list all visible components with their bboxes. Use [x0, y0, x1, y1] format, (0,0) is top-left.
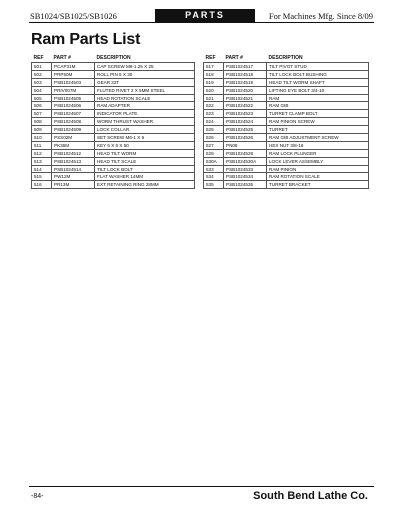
part-number-cell: PSB1024533 — [224, 165, 267, 173]
table-row — [204, 149, 369, 157]
description-cell: INDICATOR PLATE — [95, 110, 195, 118]
description-cell: HEAD TILT SCALE — [95, 157, 195, 165]
part-number-cell: PSB1024518 — [224, 70, 267, 78]
part-number-cell: PSB1024534 — [224, 173, 267, 181]
description-cell: LOCK COLLAR — [95, 126, 195, 134]
ref-cell: 511 — [32, 141, 52, 149]
parts-table-left-body — [32, 63, 195, 189]
description-cell: TILT LOCK BOLT BUSHING — [267, 70, 369, 78]
description-cell: HEX NUT 3/8-16 — [267, 141, 369, 149]
ref-cell: 520 — [204, 86, 224, 94]
ref-cell: 525 — [204, 126, 224, 134]
part-number-cell: PSB1024505 — [52, 94, 95, 102]
ref-cell: 533 — [204, 165, 224, 173]
table-row — [32, 63, 195, 71]
description-cell: HEAD TILT WORM SHAFT — [267, 78, 369, 86]
description-cell: CAP SCREW M8-1.25 X 25 — [95, 63, 195, 71]
description-cell: RAM — [267, 94, 369, 102]
description-cell: TILT PIVOT STUD — [267, 63, 369, 71]
table-row — [204, 118, 369, 126]
part-number-cell: PSB1024528 — [224, 149, 267, 157]
description-cell: RAM PINION — [267, 165, 369, 173]
description-cell: LIFTING EYE BOLT 3/4-10 — [267, 86, 369, 94]
table-row — [204, 110, 369, 118]
table-row — [204, 102, 369, 110]
ref-cell: 528 — [204, 149, 224, 157]
table-row — [32, 165, 195, 173]
ref-cell: 524 — [204, 118, 224, 126]
table-row — [204, 94, 369, 102]
column-header-part: PART # — [53, 54, 71, 61]
table-row — [204, 165, 369, 173]
description-cell: WORM THRUST WASHER — [95, 118, 195, 126]
table-row — [32, 149, 195, 157]
description-cell: FLUTED RIVET 2 X 5MM STEEL — [95, 86, 195, 94]
table-row — [32, 118, 195, 126]
footer-divider — [29, 486, 374, 487]
part-number-cell: PRP50M — [52, 70, 95, 78]
section-label: PARTS — [155, 9, 255, 22]
table-row — [32, 141, 195, 149]
part-number-cell: PSB1024520 — [224, 86, 267, 94]
ref-cell: 526 — [204, 134, 224, 142]
ref-cell: 508 — [32, 118, 52, 126]
table-row — [32, 78, 195, 86]
ref-cell: 534 — [204, 173, 224, 181]
table-header-row — [204, 54, 369, 63]
table-row — [204, 181, 369, 189]
header-divider — [29, 22, 374, 23]
part-number-cell: PSB1024517 — [224, 63, 267, 71]
ref-cell: 510 — [32, 134, 52, 142]
part-number-cell: PR13M — [52, 181, 95, 189]
ref-cell: 527 — [204, 141, 224, 149]
part-number-cell: PSB1024521 — [224, 94, 267, 102]
table-row — [204, 78, 369, 86]
description-cell: TURRET BRACKET — [267, 181, 369, 189]
table-row — [204, 157, 369, 165]
ref-cell: 513 — [32, 157, 52, 165]
ref-cell: 521 — [204, 94, 224, 102]
part-number-cell: PSB1024526 — [224, 134, 267, 142]
part-number-cell: PSS02M — [52, 134, 95, 142]
manufacture-date-tagline: For Machines Mfg. Since 8/09 — [268, 11, 373, 21]
brand-logo: South Bend Lathe Co. — [253, 490, 368, 502]
description-cell: TURRET — [267, 126, 369, 134]
description-cell: EXT RETAINING RING 28MM — [95, 181, 195, 189]
table-row — [32, 181, 195, 189]
part-number-cell: PSB1024506 — [52, 102, 95, 110]
part-number-cell: PK36M — [52, 141, 95, 149]
part-number-cell: PN08 — [224, 141, 267, 149]
ref-cell: 505 — [32, 94, 52, 102]
table-row — [32, 134, 195, 142]
ref-cell: 516 — [32, 181, 52, 189]
ref-cell: 502 — [32, 70, 52, 78]
part-number-cell: PSB1024503 — [52, 78, 95, 86]
description-cell: HEAD ROTATION SCALE — [95, 94, 195, 102]
part-number-cell: PW12M — [52, 173, 95, 181]
description-cell: RAM GIB ADJUSTMENT SCREW — [267, 134, 369, 142]
description-cell: ROLL PIN 5 X 30 — [95, 70, 195, 78]
part-number-cell: PSB1024507 — [52, 110, 95, 118]
parts-table-right — [203, 54, 369, 189]
ref-cell: 515 — [32, 173, 52, 181]
table-row — [32, 173, 195, 181]
description-cell: RAM ADAPTER — [95, 102, 195, 110]
description-cell: RAM ROTATION SCALE — [267, 173, 369, 181]
table-row — [32, 86, 195, 94]
part-number-cell: PSB1024512 — [52, 149, 95, 157]
ref-cell: 517 — [204, 63, 224, 71]
table-row — [32, 110, 195, 118]
part-number-cell: PSB1024525 — [224, 126, 267, 134]
ref-cell: 501 — [32, 63, 52, 71]
part-number-cell: PSB1024513 — [52, 157, 95, 165]
part-number-cell: PSB1024535 — [224, 181, 267, 189]
ref-cell: 523 — [204, 110, 224, 118]
part-number-cell: PCAP31M — [52, 63, 95, 71]
table-row — [204, 173, 369, 181]
parts-table-left — [31, 54, 195, 189]
description-cell: KEY 5 X 5 X 50 — [95, 141, 195, 149]
ref-cell: 506 — [32, 102, 52, 110]
column-header-ref: REF — [33, 54, 44, 61]
column-header-ref: REF — [205, 54, 216, 61]
part-number-cell: PSB1024509 — [52, 126, 95, 134]
description-cell: GEAR 33T — [95, 78, 195, 86]
part-number-cell: PSB1024519 — [224, 78, 267, 86]
table-row — [204, 86, 369, 94]
part-number-cell: PSB1024530A — [224, 157, 267, 165]
ref-cell: 512 — [32, 149, 52, 157]
ref-cell: 507 — [32, 110, 52, 118]
description-cell: TURRET CLAMP BOLT — [267, 110, 369, 118]
description-cell: RAM LOCK PLUNGER — [267, 149, 369, 157]
description-cell: HEAD TILT WORM — [95, 149, 195, 157]
page-title: Ram Parts List — [31, 31, 141, 48]
ref-cell: 518 — [204, 70, 224, 78]
ref-cell: 504 — [32, 86, 52, 94]
description-cell: SET SCREW M6-1 X 6 — [95, 134, 195, 142]
table-row — [32, 126, 195, 134]
parts-table-right-body — [204, 63, 369, 189]
part-number-cell: PSB1024514 — [52, 165, 95, 173]
table-row — [32, 94, 195, 102]
part-number-cell: PRIV007M — [52, 86, 95, 94]
table-row — [32, 102, 195, 110]
table-row — [204, 63, 369, 71]
ref-cell: 509 — [32, 126, 52, 134]
page-number: -84- — [31, 493, 44, 500]
description-cell: FLAT WASHER 14MM — [95, 173, 195, 181]
part-number-cell: PSB1024523 — [224, 110, 267, 118]
model-numbers: SB1024/SB1025/SB1026 — [30, 11, 117, 21]
column-header-part: PART # — [225, 54, 243, 61]
table-row — [204, 141, 369, 149]
part-number-cell: PSB1024524 — [224, 118, 267, 126]
table-row — [204, 126, 369, 134]
description-cell: TILT LOCK BOLT — [95, 165, 195, 173]
part-number-cell: PSB1024522 — [224, 102, 267, 110]
table-row — [32, 70, 195, 78]
table-row — [204, 70, 369, 78]
description-cell: LOCK LEVER ASSEMBLY — [267, 157, 369, 165]
description-cell: RAM PINION SCREW — [267, 118, 369, 126]
ref-cell: 503 — [32, 78, 52, 86]
table-row — [32, 157, 195, 165]
table-header-row — [32, 54, 195, 63]
ref-cell: 514 — [32, 165, 52, 173]
description-cell: RAM GIB — [267, 102, 369, 110]
ref-cell: 519 — [204, 78, 224, 86]
table-row — [204, 134, 369, 142]
ref-cell: 530A — [204, 157, 224, 165]
ref-cell: 522 — [204, 102, 224, 110]
column-header-description: DESCRIPTION — [268, 54, 303, 61]
ref-cell: 535 — [204, 181, 224, 189]
column-header-description: DESCRIPTION — [96, 54, 131, 61]
part-number-cell: PSB1024508 — [52, 118, 95, 126]
